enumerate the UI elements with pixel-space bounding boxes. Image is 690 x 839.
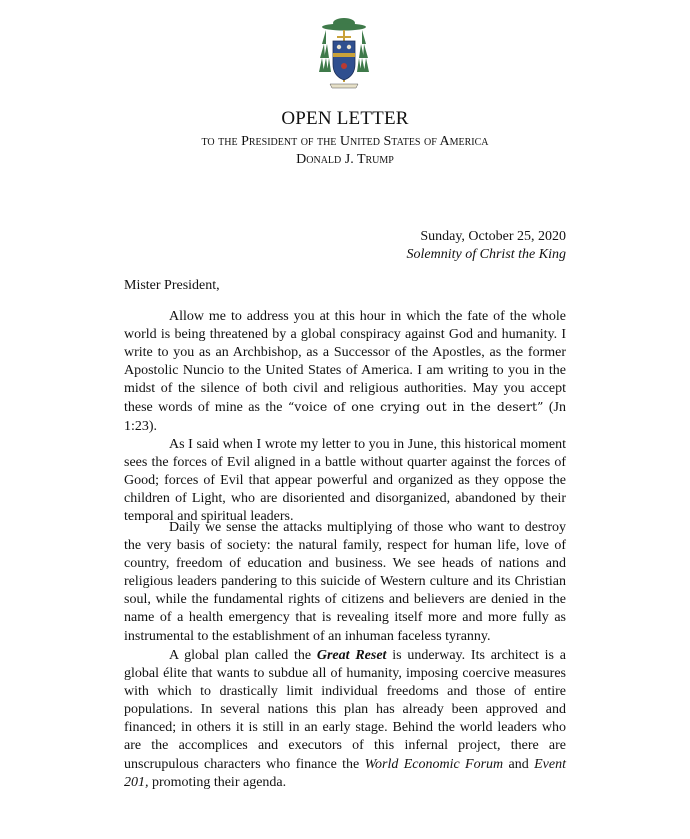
event-201-name: Event 201, (124, 756, 566, 790)
coat-of-arms-icon (318, 14, 370, 94)
paragraph-1-text: Allow me to address you at this hour in which the fate of the whole world is being threatened by a global conspiracy against God and humanity. I write to you as an Archbishop, as a Successor of the Apostles, as the former Apostolic Nuncio to the United States of America. I am writing to you in the midst of the silence of both civil and religious authorities. May you accept these words of mine as the (124, 309, 566, 416)
dateline (407, 228, 566, 264)
letter-date: Sunday, October 25, 2020 (420, 229, 566, 244)
addressee-line: to the President of the United States of America (201, 134, 489, 149)
paragraph-4-conjunction: and (503, 756, 535, 772)
recipient-name: Donald J. Trump (296, 152, 394, 167)
great-reset-term: Great Reset (316, 648, 387, 663)
paragraph-4 (124, 647, 566, 792)
letter-heading (0, 108, 690, 169)
paragraph-1-citation: (Jn 1:23). (124, 400, 566, 434)
paragraph-4-body: is underway. Its architect is a global élite that wants to subdue all of humanity, imposing coercive measures with which to drastically limit individual freedoms and those of entire populations. In several nations this plan has already been approved and financed; in others it is still in an early stage. Behind the world leaders who are the accomplices and executors of this infernal project, there are unscrupulous characters who finance the (124, 648, 567, 772)
biblical-quote: “voice of one crying out in the desert” (287, 399, 544, 415)
feast-day: Solemnity of Christ the King (406, 247, 566, 262)
paragraph-2: As I said when I wrote my letter to you in June, this historical moment sees the forces of Evil aligned in a battle without quarter against the forces of Good; forces of Evil that appear powerful and organized as they oppose the children of Light, who are disoriented and disorganized, abandoned by their temporal and spiritual leaders. (124, 437, 566, 525)
wef-name: World Economic Forum (364, 756, 504, 772)
salutation: Mister President, (124, 278, 220, 293)
paragraph-4-ending: promoting their agenda. (148, 774, 287, 790)
paragraph-1 (124, 308, 566, 436)
paragraph-3: Daily we sense the attacks multiplying of those who want to destroy the very basis of society: the natural family, respect for human life, love of country, freedom of education and business. We see heads of nations and religious leaders pandering to this suicide of Western culture and its Christian soul, while the fundamental rights of citizens and believers are denied in the name of a health emergency that is revealing itself more and more fully as instrumental to the establishment of an inhuman faceless tyranny. (124, 520, 566, 644)
paragraph-4-intro: A global plan called the (169, 648, 317, 663)
letter-title: OPEN LETTER (281, 108, 409, 129)
